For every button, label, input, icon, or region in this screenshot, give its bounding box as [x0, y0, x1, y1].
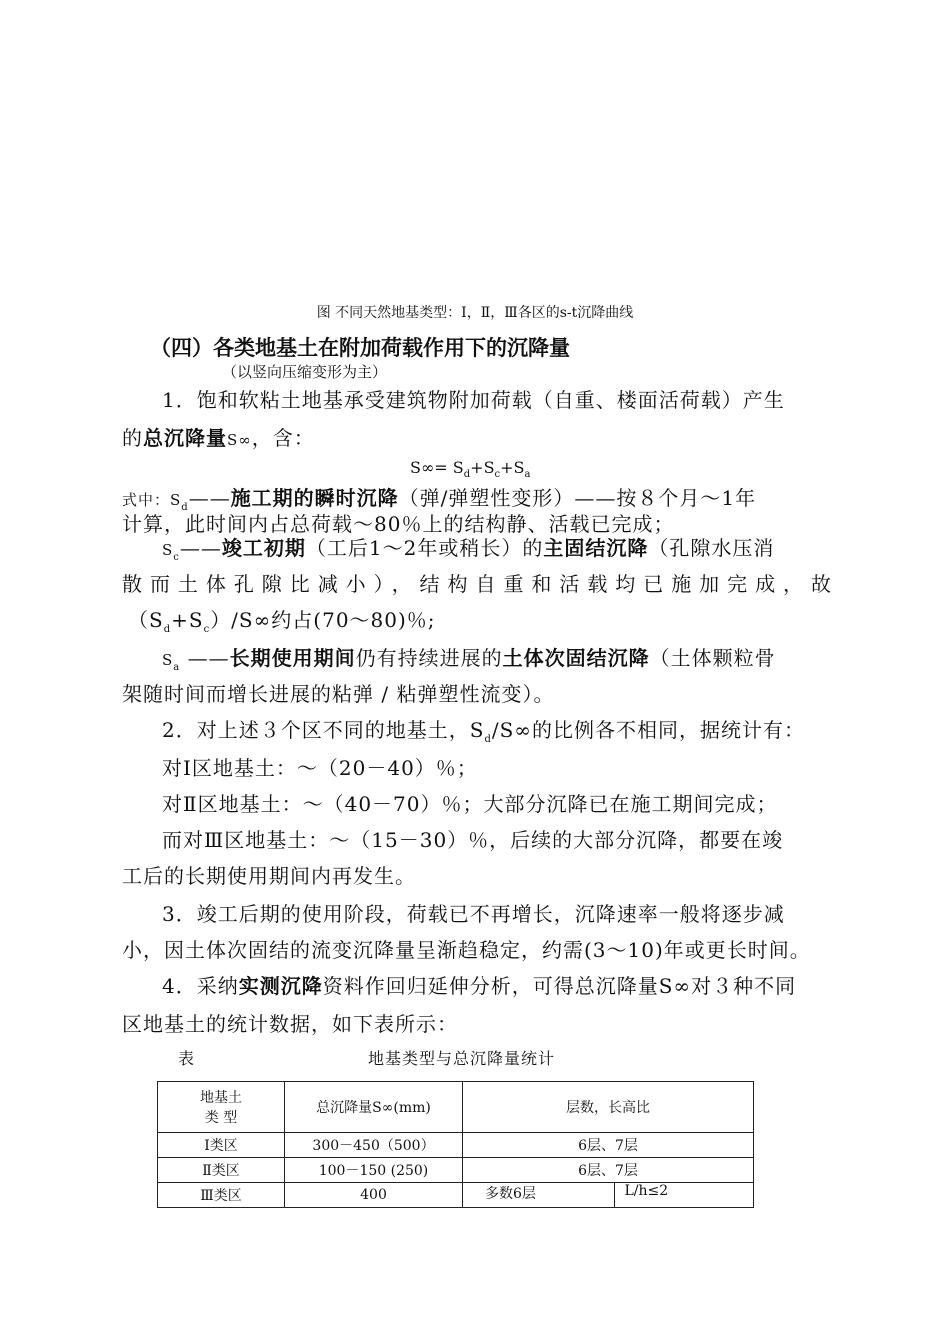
- cell-ratio: L/h≤2: [614, 1183, 754, 1207]
- zone-1-ratio: 对Ⅰ区地基土：～（20－40）％；: [162, 756, 478, 780]
- cell-type: Ⅲ类区: [158, 1183, 285, 1208]
- section-heading: （四）各类地基土在附加荷载作用下的沉降量: [150, 336, 570, 360]
- cell-floors: 多数6层: [485, 1186, 536, 1202]
- figure-caption: 图 不同天然地基类型：Ⅰ，Ⅱ，Ⅲ各区的s-t沉降曲线: [316, 305, 634, 321]
- paragraph-3-line-2: 小，因土体次固结的流变沉降量呈渐趋稳定，约需(3～10)年或更长时间。: [122, 938, 811, 962]
- zone-3-ratio: 而对Ⅲ区地基土：～（15－30）％，后续的大部分沉降，都要在竣: [162, 828, 784, 852]
- bold-term-long-term-use: 长期使用期间: [229, 646, 356, 670]
- table-row: [158, 1133, 754, 1158]
- settlement-formula: [410, 458, 530, 480]
- dash: ——: [179, 536, 222, 560]
- text-run: S: [162, 651, 174, 669]
- dash: ——: [180, 646, 230, 670]
- text-run: 4．采纳: [162, 974, 239, 998]
- settlement-table: [157, 1081, 754, 1208]
- header-soil-type-line-2: 类 型: [204, 1110, 238, 1126]
- formula-plus: +S: [500, 458, 525, 477]
- sc-definition-line-2: 散而土体孔隙比减小），结构自重和活载均已施加完成，故: [122, 572, 832, 596]
- sa-definition-line-1: [162, 644, 776, 682]
- cell-settlement: 300－450（500）: [285, 1133, 463, 1158]
- dash: ——: [188, 486, 231, 510]
- subscript: d: [484, 734, 492, 745]
- table-title: 地基类型与总沉降量统计: [368, 1049, 556, 1068]
- text-run: （孔隙水压消: [648, 536, 775, 560]
- text-run: /S∞的比例各不相同，据统计有：: [491, 718, 805, 742]
- table-label: 表: [178, 1049, 195, 1068]
- sc-definition-line-1: [162, 534, 774, 572]
- paragraph-4-line-2: 区地基土的统计数据，如下表所示：: [122, 1012, 458, 1036]
- text-run: （工后1～2年或稍长）的: [305, 536, 544, 560]
- header-settlement: 总沉降量S∞(mm): [285, 1082, 463, 1133]
- text-run: S: [162, 541, 174, 559]
- cell-settlement: 100－150 (250): [285, 1158, 463, 1183]
- cell-floors: 6层、7层: [463, 1133, 754, 1158]
- zone-2-ratio: 对Ⅱ区地基土：～（40－70）％；大部分沉降已在施工期间完成；: [162, 792, 778, 816]
- table-header-row: [158, 1082, 754, 1133]
- table-row: [158, 1158, 754, 1183]
- bold-term-measured-settlement: 实测沉降: [238, 974, 323, 998]
- paragraph-2-line-1: [162, 716, 805, 754]
- sc-definition-line-3: [128, 606, 436, 644]
- text-run: 的: [122, 426, 143, 450]
- symbol-s-infinity: S∞: [227, 431, 252, 449]
- text-run: （土体颗粒骨: [649, 646, 776, 670]
- bold-term-primary-consolidation: 主固结沉降: [543, 536, 649, 560]
- text-run: （弹/弹塑性变形）——按８个月～1年: [398, 486, 757, 510]
- bold-term-secondary-consolidation: 土体次固结沉降: [502, 646, 650, 670]
- floors-ratio-split: [463, 1183, 753, 1207]
- text-run: ）/S∞约占(70～80)％;: [210, 608, 436, 632]
- paragraph-1-line-2: [122, 424, 315, 454]
- formula-sub: a: [524, 469, 531, 481]
- cell-type: Ⅰ类区: [158, 1133, 285, 1158]
- text-run: +S: [171, 608, 204, 632]
- subscript: c: [173, 552, 180, 563]
- cell-settlement: 400: [285, 1183, 463, 1208]
- cell-floors: 6层、7层: [463, 1158, 754, 1183]
- formula-sub: d: [463, 469, 471, 481]
- paragraph-1-line-1: 1．饱和软粘土地基承受建筑物附加荷载（自重、楼面活荷载）产生: [162, 388, 785, 412]
- formula-lhs: S∞= S: [410, 458, 464, 477]
- text-run: 2．对上述３个区不同的地基土，S: [162, 718, 485, 742]
- bold-term-early-completion: 竣工初期: [221, 536, 306, 560]
- header-soil-type: [158, 1082, 285, 1133]
- text-run: 式中：S: [122, 491, 182, 509]
- text-run: （S: [128, 608, 164, 632]
- header-soil-type-line-1: 地基土: [200, 1090, 242, 1106]
- text-run: 资料作回归延伸分析，可得总沉降量S∞对３种不同: [322, 974, 797, 998]
- bold-term-instant-settlement: 施工期的瞬时沉降: [230, 486, 399, 510]
- text-run: ，含：: [251, 426, 315, 450]
- subscript: d: [163, 624, 172, 635]
- formula-plus: +S: [470, 458, 495, 477]
- sa-definition-line-2: 架随时间而增长进展的粘弹 / 粘弹塑性流变）。: [122, 682, 555, 706]
- table-row: [158, 1183, 754, 1208]
- zone-3-ratio-line-2: 工后的长期使用期间内再发生。: [122, 864, 416, 888]
- sd-definition-line-2: 计算，此时间内占总荷载～80％上的结构静、活载已完成；: [122, 512, 675, 536]
- bold-term-total-settlement: 总沉降量: [143, 426, 227, 450]
- cell-floors-split: [463, 1183, 754, 1208]
- paragraph-3-line-1: 3．竣工后期的使用阶段，荷载已不再增长，沉降速率一般将逐步减: [162, 902, 785, 926]
- text-run: 仍有持续进展的: [355, 646, 503, 670]
- subscript: d: [181, 502, 189, 513]
- section-subheading: （以竖向压缩变形为主）: [222, 363, 388, 381]
- subscript: c: [203, 624, 211, 635]
- cell-type: Ⅱ类区: [158, 1158, 285, 1183]
- formula-sub: c: [494, 469, 501, 481]
- paragraph-4-line-1: [162, 972, 796, 1000]
- header-floors: 层数，长高比: [463, 1082, 754, 1133]
- subscript: a: [173, 662, 181, 673]
